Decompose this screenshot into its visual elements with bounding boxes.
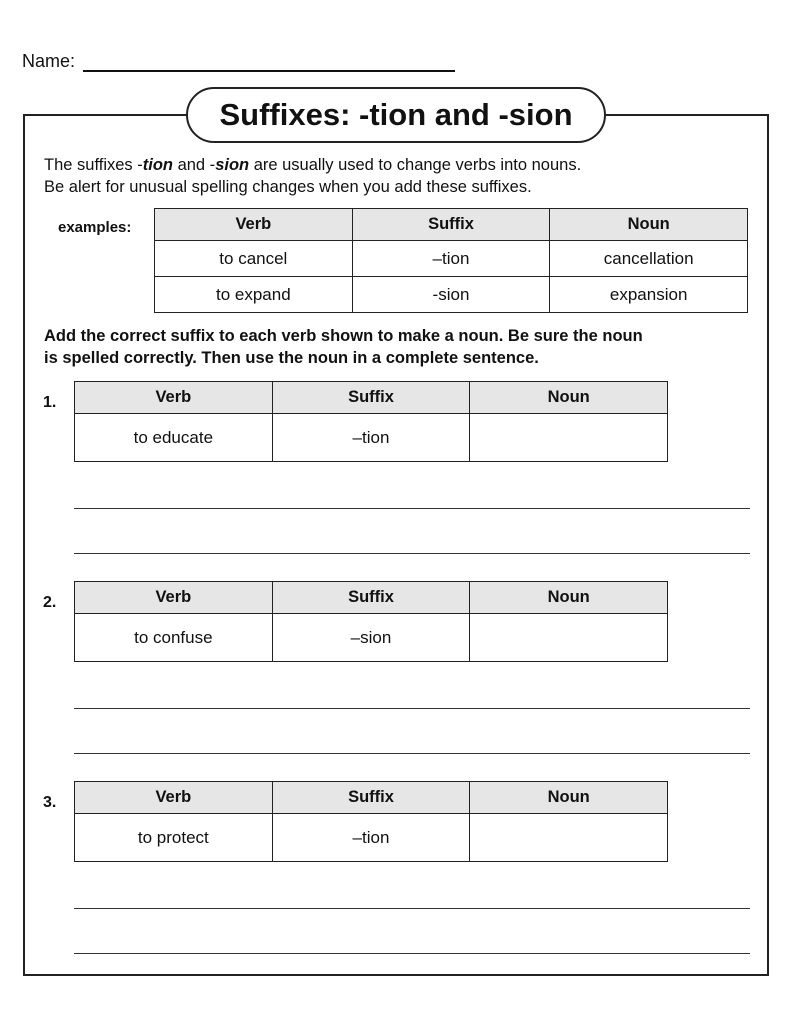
- instructions-line-1: Add the correct suffix to each verb shown to make a noun. Be sure the noun: [44, 327, 643, 345]
- instructions-line-2: is spelled correctly. Then use the noun in a complete sentence.: [44, 349, 539, 367]
- noun-answer-cell[interactable]: [470, 614, 668, 662]
- sentence-line[interactable]: [74, 753, 750, 754]
- noun-answer-cell[interactable]: [470, 414, 668, 462]
- examples-label: examples:: [58, 219, 132, 236]
- intro-line-1: The suffixes -tion and -sion are usually used to change verbs into nouns.: [44, 156, 582, 174]
- verb-cell: to cancel: [155, 241, 353, 277]
- question-number: 2.: [43, 594, 57, 611]
- suffix-cell: -sion: [352, 277, 550, 313]
- sentence-line[interactable]: [74, 508, 750, 509]
- table-header-row: [75, 782, 668, 814]
- header-noun: Noun: [550, 209, 748, 241]
- name-input-line[interactable]: [83, 52, 455, 72]
- question-table: [74, 781, 668, 862]
- question-number: 3.: [43, 794, 57, 811]
- question-table: [74, 381, 668, 462]
- header-suffix: Suffix: [352, 209, 550, 241]
- header-suffix: Suffix: [272, 382, 470, 414]
- table-header-row: [75, 582, 668, 614]
- sentence-line[interactable]: [74, 953, 750, 954]
- suffix-cell: –tion: [352, 241, 550, 277]
- verb-cell: to confuse: [75, 614, 273, 662]
- sentence-line[interactable]: [74, 553, 750, 554]
- examples-table: [154, 208, 748, 313]
- table-row: [75, 614, 668, 662]
- header-verb: Verb: [75, 782, 273, 814]
- instructions: [44, 325, 744, 369]
- sentence-line[interactable]: [74, 908, 750, 909]
- verb-cell: to expand: [155, 277, 353, 313]
- name-label: Name:: [22, 51, 76, 71]
- table-header-row: [155, 209, 748, 241]
- noun-cell: expansion: [550, 277, 748, 313]
- header-verb: Verb: [75, 382, 273, 414]
- noun-cell: cancellation: [550, 241, 748, 277]
- header-noun: Noun: [470, 782, 668, 814]
- table-header-row: [75, 382, 668, 414]
- verb-cell: to educate: [75, 414, 273, 462]
- suffix-cell: –tion: [272, 414, 470, 462]
- header-verb: Verb: [75, 582, 273, 614]
- verb-cell: to protect: [75, 814, 273, 862]
- sentence-line[interactable]: [74, 708, 750, 709]
- table-row: [155, 277, 748, 313]
- intro-line-2: Be alert for unusual spelling changes when you add these suffixes.: [44, 178, 532, 196]
- header-noun: Noun: [470, 382, 668, 414]
- name-row: [22, 51, 455, 72]
- header-verb: Verb: [155, 209, 353, 241]
- table-row: [155, 241, 748, 277]
- noun-answer-cell[interactable]: [470, 814, 668, 862]
- suffix-cell: –sion: [272, 614, 470, 662]
- question-number: 1.: [43, 394, 57, 411]
- header-suffix: Suffix: [272, 782, 470, 814]
- table-row: [75, 814, 668, 862]
- table-row: [75, 414, 668, 462]
- page-title: Suffixes: -tion and -sion: [186, 87, 606, 143]
- suffix-cell: –tion: [272, 814, 470, 862]
- header-noun: Noun: [470, 582, 668, 614]
- header-suffix: Suffix: [272, 582, 470, 614]
- intro-text: [44, 154, 581, 198]
- question-table: [74, 581, 668, 662]
